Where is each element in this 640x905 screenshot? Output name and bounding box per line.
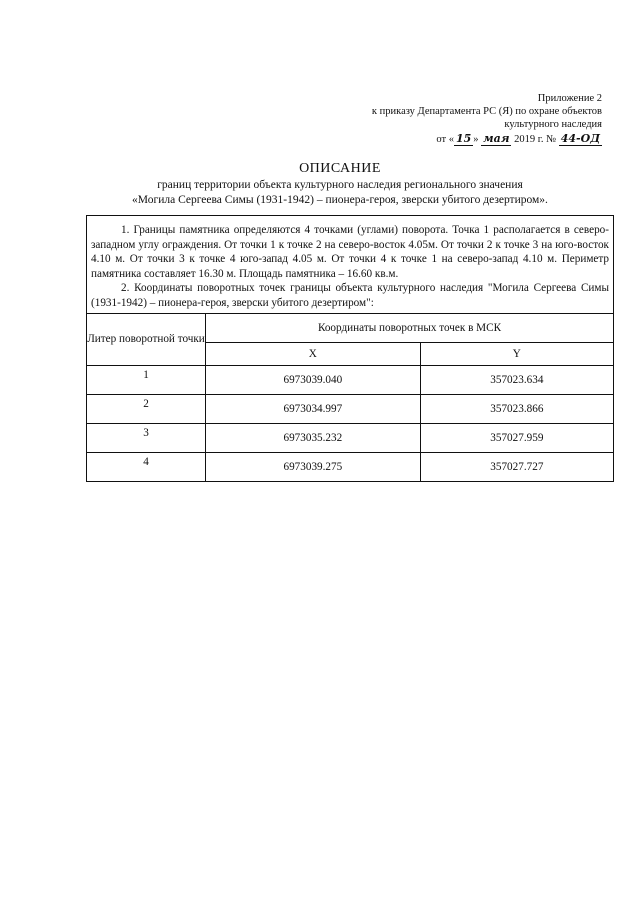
header-point-letter: Литер поворотной точки bbox=[87, 313, 206, 365]
header-x: X bbox=[206, 342, 421, 365]
cell-y: 357023.866 bbox=[420, 394, 613, 423]
paragraph-boundaries: 1. Границы памятника определяются 4 точками (углами) поворота. Точка 1 располагается в северо-западном углу ограждения. От точки 1 к точке 2 на северо-восток 4.05м. От точки 2 к точке 3 на юго-восток 4.10 м. От точки 3 к точке 4 юго-запад 4.05 м. От точки 4 к точке 1 на северо-запад 4.10 м. Периметр памятника составляет 16.30 м. Площадь памятника – 16.60 кв.м. bbox=[91, 224, 609, 280]
cell-y: 357023.634 bbox=[420, 365, 613, 394]
table-header-row bbox=[87, 313, 613, 342]
heading-subtitle-2: «Могила Сергеева Симы (1931-1942) – пионера-героя, зверски убитого дезертиром». bbox=[132, 194, 548, 206]
appendix-label: Приложение 2 bbox=[537, 93, 602, 104]
header-y: Y bbox=[420, 342, 613, 365]
paragraph-coordinates-intro: 2. Координаты поворотных точек границы объекта культурного наследия "Могила Сергеева Симы (1931-1942) – пионера-героя, зверски убитого дезертиром": bbox=[91, 282, 609, 309]
heading-subtitle-1: границ территории объекта культурного наследия регионального значения bbox=[157, 179, 523, 191]
appendix-date-line: от « 15 » мая 2019 г. № 44-ОД bbox=[436, 132, 600, 145]
appendix-header bbox=[302, 92, 602, 146]
description-box bbox=[86, 215, 614, 482]
header-coordinates-group: Координаты поворотных точек в МСК bbox=[206, 313, 614, 342]
table-row bbox=[87, 394, 613, 423]
table-row bbox=[87, 365, 613, 394]
handwritten-month: мая bbox=[483, 132, 510, 145]
document-title: ОПИСАНИЕ bbox=[299, 161, 381, 176]
cell-x: 6973034.997 bbox=[206, 394, 421, 423]
table-row bbox=[87, 452, 613, 481]
document-heading bbox=[60, 160, 620, 208]
appendix-order-ref: к приказу Департамента РС (Я) по охране объектов bbox=[371, 106, 602, 117]
cell-x: 6973039.275 bbox=[206, 452, 421, 481]
cell-point: 2 bbox=[87, 394, 206, 423]
table-row bbox=[87, 423, 613, 452]
handwritten-number: 44-ОД bbox=[560, 132, 600, 145]
coordinates-table bbox=[87, 313, 613, 481]
cell-x: 6973035.232 bbox=[206, 423, 421, 452]
cell-point: 3 bbox=[87, 423, 206, 452]
handwritten-day: 15 bbox=[455, 132, 472, 145]
cell-x: 6973039.040 bbox=[206, 365, 421, 394]
cell-y: 357027.727 bbox=[420, 452, 613, 481]
appendix-department: культурного наследия bbox=[504, 119, 602, 130]
cell-point: 1 bbox=[87, 365, 206, 394]
cell-point: 4 bbox=[87, 452, 206, 481]
cell-y: 357027.959 bbox=[420, 423, 613, 452]
